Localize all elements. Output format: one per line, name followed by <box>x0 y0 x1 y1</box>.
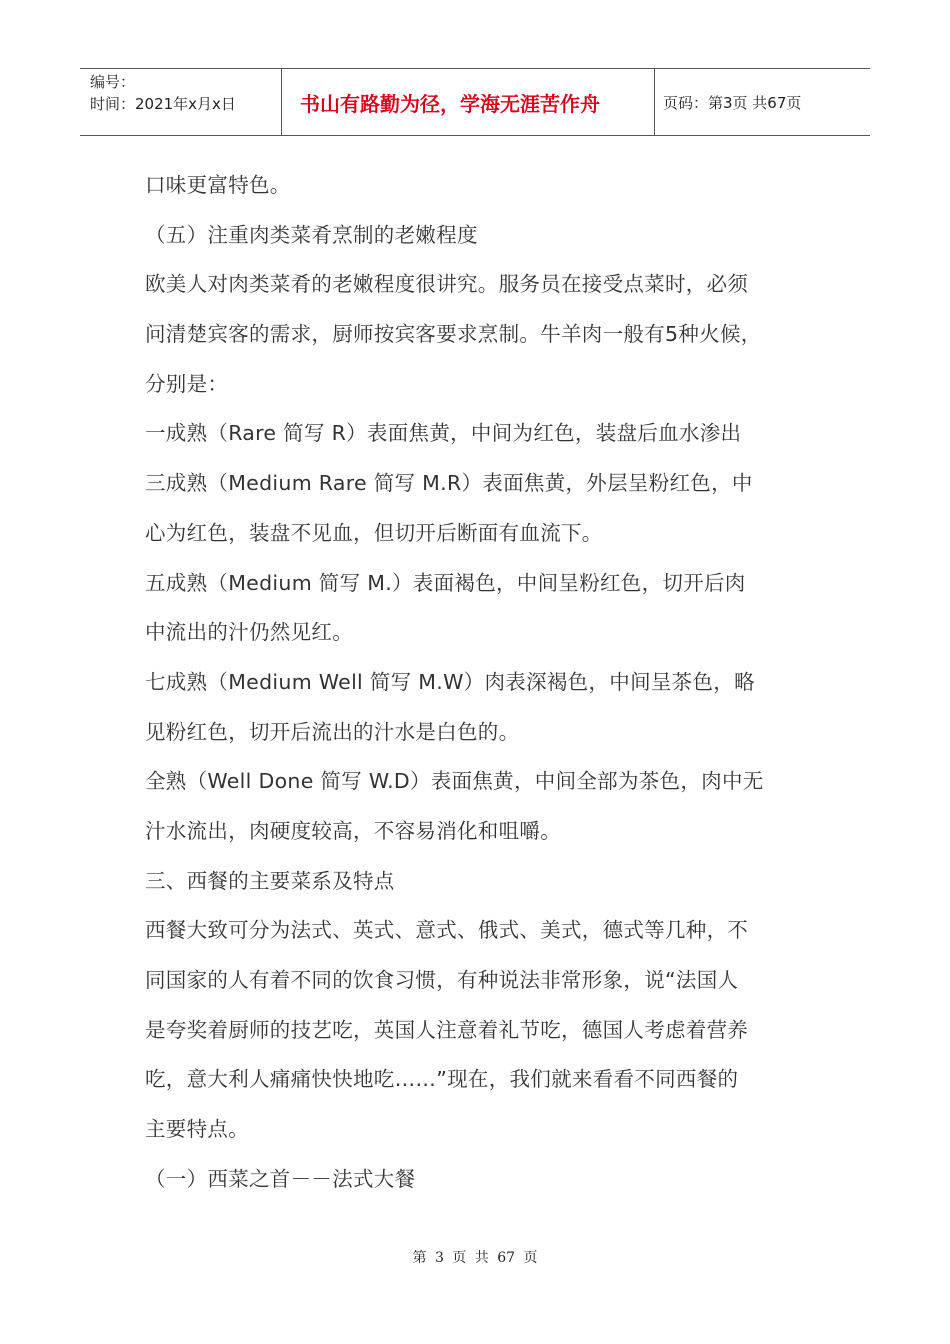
body-line: 心为红色，装盘不见血，但切开后断面有血流下。 <box>145 520 603 545</box>
page-footer <box>0 1247 950 1267</box>
serial-label: 编号： <box>90 73 136 91</box>
body-line: 汁水流出，肉硬度较高，不容易消化和咀嚼。 <box>145 818 561 843</box>
header-meta-cell <box>80 69 282 135</box>
body-line: 问清楚宾客的需求，厨师按宾客要求烹制。牛羊肉一般有5种火候， <box>145 322 762 347</box>
section-heading: （一）西菜之首－－法式大餐 <box>145 1166 416 1191</box>
section-heading: 三、西餐的主要菜系及特点 <box>145 868 395 893</box>
body-line: 口味更富特色。 <box>145 173 291 197</box>
body-line: 主要特点。 <box>145 1117 249 1142</box>
body-line: 中流出的汁仍然见红。 <box>145 620 353 645</box>
page-header <box>80 68 870 136</box>
section-heading: （五）注重肉类菜肴烹制的老嫩程度 <box>145 222 478 247</box>
time-label: 时间：2021年x月x日 <box>90 95 236 113</box>
header-page-cell <box>655 69 870 135</box>
body-line: 七成熟（Medium Well 简写 M.W）肉表深褐色，中间呈茶色，略 <box>145 669 755 694</box>
body-line: 西餐大致可分为法式、英式、意式、俄式、美式，德式等几种，不 <box>145 918 749 943</box>
document-body <box>145 161 825 1204</box>
body-line: 三成熟（Medium Rare 简写 M.R）表面焦黄，外层呈粉红色，中 <box>145 471 753 496</box>
header-motto-cell <box>282 69 655 135</box>
body-line: 是夸奖着厨师的技艺吃，英国人注意着礼节吃，德国人考虑着营养 <box>145 1017 749 1042</box>
body-line: 吃，意大利人痛痛快快地吃……”现在，我们就来看看不同西餐的 <box>145 1067 739 1092</box>
body-line: 全熟（Well Done 简写 W.D）表面焦黄，中间全部为茶色，肉中无 <box>145 769 764 794</box>
footer-page-number: 第 3 页 共 67 页 <box>412 1250 538 1266</box>
body-line: 见粉红色，切开后流出的汁水是白色的。 <box>145 719 520 744</box>
body-line: 五成熟（Medium 简写 M.）表面褐色，中间呈粉红色，切开后肉 <box>145 570 746 595</box>
page-info: 页码：第3页 共67页 <box>663 93 802 112</box>
body-line: 欧美人对肉类菜肴的老嫩程度很讲究。服务员在接受点菜时，必须 <box>145 272 749 297</box>
body-line: 分别是： <box>145 371 229 396</box>
body-line: 一成熟（Rare 简写 R）表面焦黄，中间为红色，装盘后血水渗出 <box>145 421 742 446</box>
body-line: 同国家的人有着不同的饮食习惯，有种说法非常形象，说“法国人 <box>145 968 739 992</box>
motto-text: 书山有路勤为径，学海无涯苦作舟 <box>300 91 600 116</box>
